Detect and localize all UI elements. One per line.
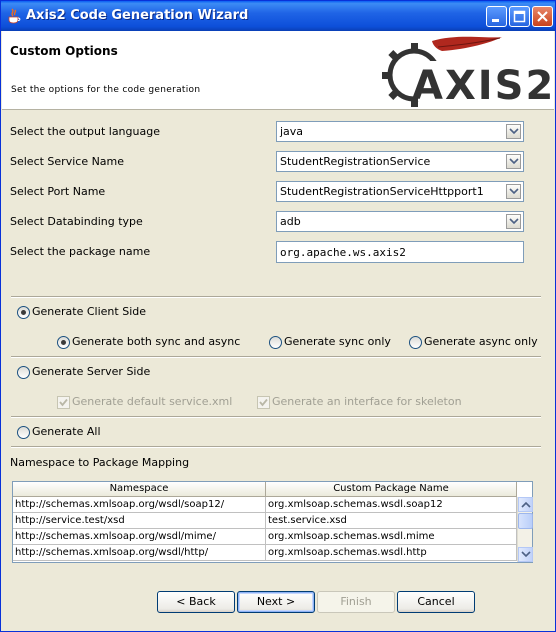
finish-button[interactable]: Finish bbox=[317, 591, 395, 613]
sync-only-label: Generate sync only bbox=[284, 335, 391, 348]
default-service-xml-label: Generate default service.xml bbox=[72, 395, 233, 408]
table-header bbox=[13, 482, 532, 497]
databinding-select[interactable] bbox=[276, 211, 524, 232]
divider bbox=[11, 296, 541, 298]
generate-all-label: Generate All bbox=[32, 425, 101, 438]
service-name-select[interactable] bbox=[276, 151, 524, 172]
server-side-label: Generate Server Side bbox=[32, 365, 151, 378]
async-only-radio[interactable] bbox=[409, 336, 422, 349]
checkmark-icon bbox=[259, 398, 268, 407]
chevron-up-icon bbox=[522, 502, 530, 507]
databinding-value: adb bbox=[280, 215, 301, 228]
namespace-cell[interactable]: http://schemas.xmlsoap.org/wsdl/mime/ bbox=[13, 529, 266, 545]
sync-both-radio[interactable] bbox=[57, 336, 70, 349]
axis2-logo bbox=[378, 33, 556, 109]
table-row[interactable] bbox=[13, 529, 517, 545]
page-title: Custom Options bbox=[10, 44, 118, 58]
skeleton-interface-label: Generate an interface for skeleton bbox=[272, 395, 462, 408]
divider bbox=[11, 446, 541, 448]
package-name-input[interactable] bbox=[277, 242, 523, 262]
namespace-cell[interactable]: http://schemas.xmlsoap.org/wsdl/http/ bbox=[13, 545, 266, 561]
table-row[interactable] bbox=[13, 513, 517, 529]
port-name-value: StudentRegistrationServiceHttpport1 bbox=[280, 185, 484, 198]
skeleton-interface-checkbox[interactable] bbox=[257, 396, 270, 409]
window-title: Axis2 Code Generation Wizard bbox=[26, 8, 249, 23]
output-language-label: Select the output language bbox=[10, 125, 160, 138]
mapping-label: Namespace to Package Mapping bbox=[10, 456, 190, 469]
close-button[interactable] bbox=[532, 6, 553, 27]
checkmark-icon bbox=[59, 398, 68, 407]
scroll-down-button[interactable] bbox=[518, 547, 533, 562]
package-name-label: Select the package name bbox=[10, 245, 151, 258]
table-row[interactable] bbox=[13, 497, 517, 513]
chevron-down-icon[interactable] bbox=[506, 154, 521, 169]
title-bar[interactable] bbox=[1, 1, 555, 31]
column-header-package[interactable]: Custom Package Name bbox=[266, 482, 517, 497]
generate-all-radio[interactable] bbox=[17, 426, 30, 439]
package-cell[interactable]: org.xmlsoap.schemas.wsdl.http bbox=[266, 545, 517, 561]
package-name-field[interactable] bbox=[276, 241, 524, 263]
chevron-down-icon bbox=[522, 552, 530, 557]
namespace-cell[interactable]: http://service.test/xsd bbox=[13, 513, 266, 529]
package-cell[interactable]: test.service.xsd bbox=[266, 513, 517, 529]
port-name-label: Select Port Name bbox=[10, 185, 106, 198]
output-language-select[interactable] bbox=[276, 121, 524, 142]
namespace-mapping-table[interactable] bbox=[12, 481, 533, 563]
page-description: Set the options for the code generation bbox=[11, 85, 201, 95]
table-scrollbar[interactable] bbox=[517, 497, 532, 562]
client-side-label: Generate Client Side bbox=[32, 305, 147, 318]
namespace-cell[interactable]: http://schemas.xmlsoap.org/wsdl/soap12/ bbox=[13, 497, 266, 513]
cancel-button[interactable]: Cancel bbox=[397, 591, 475, 613]
maximize-button[interactable] bbox=[509, 6, 530, 27]
next-button[interactable]: Next > bbox=[237, 591, 315, 613]
chevron-down-icon[interactable] bbox=[506, 184, 521, 199]
server-side-radio[interactable] bbox=[17, 366, 30, 379]
minimize-button[interactable] bbox=[486, 6, 507, 27]
logo-text: AXIS2 bbox=[412, 63, 556, 109]
minimize-icon bbox=[487, 7, 506, 26]
wizard-header bbox=[2, 31, 554, 110]
package-cell[interactable]: org.xmlsoap.schemas.wsdl.mime bbox=[266, 529, 517, 545]
output-language-value: java bbox=[280, 125, 304, 138]
scrollbar-thumb[interactable] bbox=[518, 513, 533, 529]
async-only-label: Generate async only bbox=[424, 335, 538, 348]
client-side-radio[interactable] bbox=[17, 306, 30, 319]
chevron-down-icon[interactable] bbox=[506, 214, 521, 229]
chevron-down-icon[interactable] bbox=[506, 124, 521, 139]
java-icon bbox=[7, 8, 21, 24]
column-header-namespace[interactable]: Namespace bbox=[13, 482, 266, 497]
divider bbox=[11, 416, 541, 418]
divider bbox=[11, 356, 541, 358]
service-name-label: Select Service Name bbox=[10, 155, 125, 168]
scroll-up-button[interactable] bbox=[518, 497, 533, 512]
table-row[interactable] bbox=[13, 545, 517, 561]
sync-only-radio[interactable] bbox=[269, 336, 282, 349]
default-service-xml-checkbox[interactable] bbox=[57, 396, 70, 409]
back-button[interactable]: < Back bbox=[157, 591, 235, 613]
port-name-select[interactable] bbox=[276, 181, 524, 202]
close-icon bbox=[533, 7, 552, 26]
service-name-value: StudentRegistrationService bbox=[280, 155, 431, 168]
maximize-icon bbox=[510, 7, 529, 26]
sync-both-label: Generate both sync and async bbox=[72, 335, 241, 348]
package-cell[interactable]: org.xmlsoap.schemas.wsdl.soap12 bbox=[266, 497, 517, 513]
databinding-label: Select Databinding type bbox=[10, 215, 143, 228]
